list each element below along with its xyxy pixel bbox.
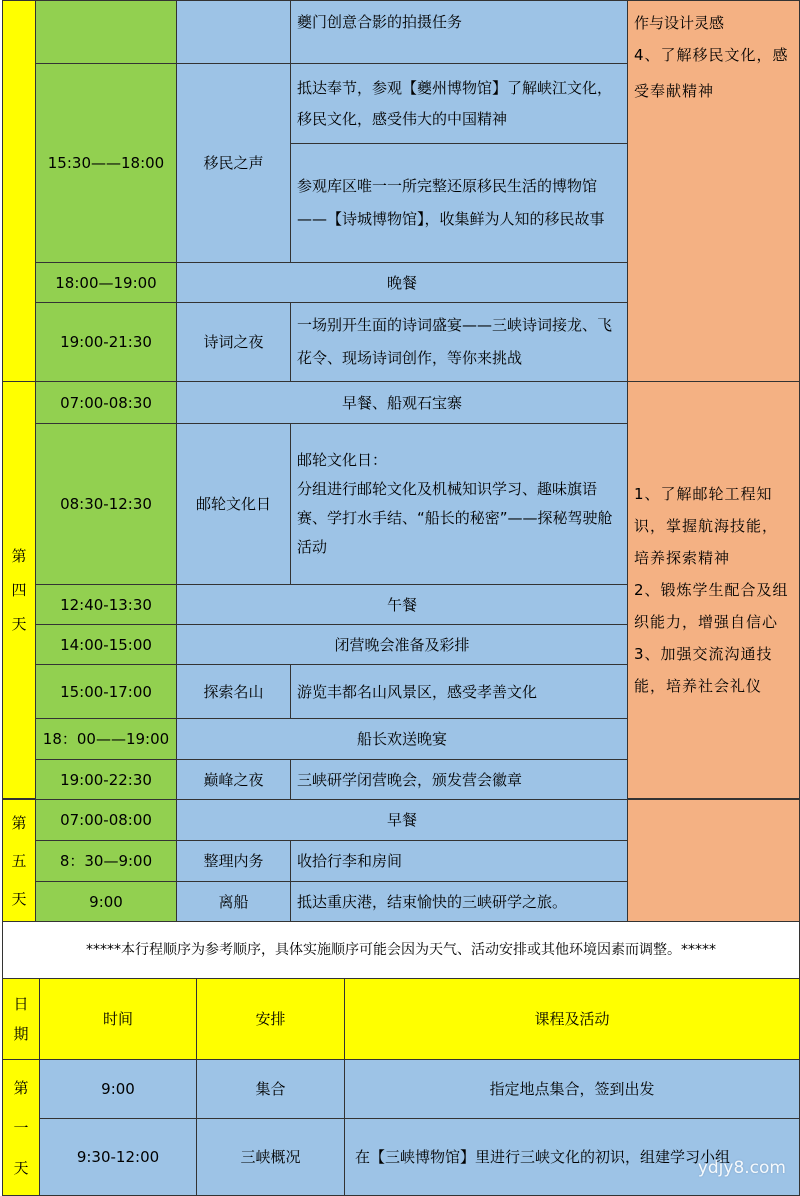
time-text: 15:30——18:00 [47, 154, 165, 172]
activity-text: 晚餐 [386, 273, 417, 292]
activity-text: 参观库区唯一一所完整还原移民生活的博物馆——【诗城博物馆】，收集鲜为人知的移民故事 [297, 177, 605, 228]
title-cell [196, 1059, 345, 1119]
activity-cell [344, 1059, 800, 1119]
time-cell [39, 1118, 197, 1196]
merged-activity-cell [176, 624, 628, 665]
activity-cell [290, 302, 628, 382]
activity-text: 午餐 [386, 595, 417, 614]
time-cell [35, 262, 177, 303]
activity-text: 早餐、船观石宝寨 [341, 393, 462, 412]
activity-cell [290, 143, 628, 263]
goals-cell [627, 0, 800, 382]
title-text: 三峡概况 [240, 1148, 301, 1166]
merged-activity-cell [176, 584, 628, 625]
activity-text: 一场别开生面的诗词盛宴——三峡诗词接龙、飞花令、现场诗词创作，等你来挑战 [297, 316, 613, 367]
time-cell [35, 799, 177, 841]
activity-cell [290, 63, 628, 144]
title-text: 探索名山 [203, 682, 264, 701]
activity-text: 船长欢送晚宴 [356, 730, 447, 748]
time-cell [35, 759, 177, 800]
title-cell [176, 840, 291, 882]
watermark: ydjy8.com [697, 1158, 786, 1178]
day5-label-cell [2, 799, 36, 922]
day-label-char: 第 [11, 547, 27, 565]
time-cell [39, 1059, 197, 1119]
title-cell [176, 63, 291, 263]
title-cell [176, 759, 291, 800]
activity-text: 三峡研学闭营晚会，颁发营会徽章 [297, 770, 523, 789]
day1-label-cell [2, 1059, 40, 1196]
goal-text: 1、了解邮轮工程知识，掌握航海技能，培养探索精神 [634, 485, 779, 567]
title-text: 邮轮文化日 [195, 495, 271, 513]
header-arrange-text: 安排 [255, 1010, 286, 1028]
title-text: 巅峰之夜 [203, 770, 264, 789]
merged-activity-cell [176, 799, 628, 841]
header-date-cell [2, 978, 40, 1060]
time-text: 12:40-13:30 [60, 595, 152, 614]
day4-label-cell [2, 381, 36, 799]
activity-text: 抵达重庆港，结束愉快的三峡研学之旅。 [297, 892, 568, 911]
time-text: 19:00-22:30 [60, 770, 152, 789]
header-date-char: 日 [13, 995, 29, 1013]
time-text: 18:00—19:00 [55, 273, 157, 292]
time-cell [35, 0, 177, 64]
day-label-char: 天 [13, 1158, 29, 1177]
title-cell [176, 0, 291, 64]
header-date-char: 期 [13, 1025, 29, 1043]
title-text: 移民之声 [203, 154, 264, 172]
activity-text: 夔门创意合影的拍摄任务 [297, 13, 463, 31]
activity-cell [290, 0, 628, 64]
time-text: 18：00——19:00 [42, 730, 170, 748]
day-label-char: 四 [11, 581, 27, 599]
header-time-text: 时间 [102, 1010, 133, 1028]
activity-text: 抵达奉节，参观【夔州博物馆】了解峡江文化，移民文化，感受伟大的中国精神 [297, 78, 613, 128]
time-text: 07:00-08:00 [60, 811, 152, 829]
activity-text: 早餐 [386, 811, 417, 829]
time-cell [35, 423, 177, 585]
day-label-char: 第 [13, 1078, 29, 1097]
time-text: 9:00 [89, 892, 123, 911]
time-text: 19:00-21:30 [60, 333, 152, 351]
time-cell [35, 624, 177, 665]
day-label-char: 一 [13, 1118, 29, 1137]
goal-text: 作与设计灵感 [634, 14, 725, 32]
time-cell [35, 881, 177, 922]
header-course-text: 课程及活动 [534, 1010, 610, 1028]
time-cell [35, 381, 177, 424]
activity-cell [290, 423, 628, 585]
activity-text: 收拾行李和房间 [297, 852, 403, 870]
activity-heading: 邮轮文化日： [297, 451, 388, 469]
activity-cell [290, 840, 628, 882]
time-text: 9:00 [101, 1080, 135, 1098]
activity-cell [290, 881, 628, 922]
time-cell [35, 302, 177, 382]
activity-cell [344, 1118, 800, 1196]
title-text: 整理内务 [203, 852, 264, 870]
goal-text: 3、加强交流沟通技能，培养社会礼仪 [634, 645, 773, 695]
header-course-cell [344, 978, 800, 1060]
activity-text: 分组进行邮轮文化及机械知识学习、趣味旗语赛、学打水手结、“船长的秘密”——探秘驾驶舱活动 [297, 480, 613, 556]
title-cell [176, 664, 291, 719]
note-text: *****本行程顺序为参考顺序，具体实施顺序可能会因为天气、活动安排或其他环境因素而调整。***** [86, 942, 716, 958]
merged-activity-cell [176, 718, 628, 760]
time-cell [35, 584, 177, 625]
goals-cell [627, 381, 800, 799]
time-text: 9:30-12:00 [76, 1148, 160, 1166]
header-arrange-cell [196, 978, 345, 1060]
merged-activity-cell [176, 381, 628, 424]
title-cell [176, 423, 291, 585]
title-text: 集合 [255, 1080, 286, 1098]
title-text: 离船 [218, 892, 249, 911]
time-cell [35, 840, 177, 882]
schedule-note [2, 921, 800, 979]
activity-text: 闭营晚会准备及彩排 [334, 635, 470, 654]
time-cell [35, 664, 177, 719]
goals-cell [627, 799, 800, 922]
day3-label-cell [2, 0, 36, 382]
title-cell [176, 881, 291, 922]
header-time-cell [39, 978, 197, 1060]
activity-text: 在【三峡博物馆】里进行三峡文化的初识，组建学习小组 [355, 1148, 731, 1166]
merged-activity-cell [176, 262, 628, 303]
day-label-char: 天 [11, 615, 27, 633]
goal-text: 2、锻炼学生配合及组织能力，增强自信心 [634, 581, 789, 631]
day-label-char: 第 [11, 813, 27, 832]
time-text: 8：30—9:00 [59, 852, 153, 870]
activity-cell [290, 759, 628, 800]
title-cell [176, 302, 291, 382]
time-cell [35, 63, 177, 263]
time-text: 14:00-15:00 [60, 635, 152, 654]
time-text: 08:30-12:30 [60, 495, 152, 513]
time-cell [35, 718, 177, 760]
activity-text: 游览丰都名山风景区，感受孝善文化 [297, 682, 538, 701]
time-text: 15:00-17:00 [60, 682, 152, 701]
activity-text: 指定地点集合，签到出发 [489, 1080, 655, 1098]
time-text: 07:00-08:30 [60, 393, 152, 412]
day-label-char: 五 [11, 851, 27, 870]
activity-cell [290, 664, 628, 719]
title-cell [196, 1118, 345, 1196]
goal-text: 4、了解移民文化，感受奉献精神 [634, 46, 789, 100]
title-text: 诗词之夜 [203, 333, 264, 351]
day-label-char: 天 [11, 889, 27, 908]
